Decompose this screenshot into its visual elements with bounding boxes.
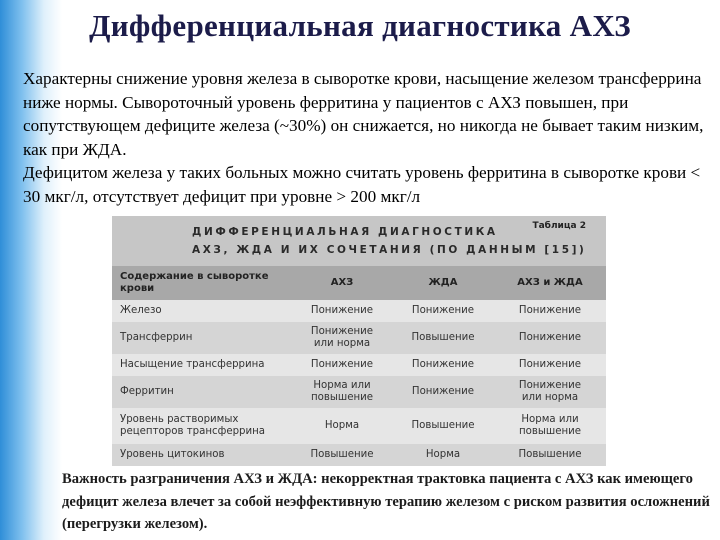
cell-zhda: Понижение <box>411 359 475 370</box>
cell-ahz: Повышение <box>310 449 374 460</box>
table-caption: Таблица 2 <box>532 221 586 231</box>
slide-title: Дифференциальная диагностика АХЗ <box>89 8 631 43</box>
cell-ahz-zhda: Понижение <box>518 332 582 343</box>
row-label: Железо <box>120 305 162 316</box>
cell-zhda: Норма <box>425 449 461 460</box>
body-text <box>23 67 713 208</box>
cell-ahz: Норма <box>324 420 360 431</box>
table-title-line-2: АХЗ, ЖДА И ИХ СОЧЕТАНИЯ (ПО ДАННЫМ [15]) <box>192 244 587 256</box>
table-row <box>112 354 606 376</box>
row-label: Трансферрин <box>120 332 193 343</box>
cell-ahz-zhda: Повышение <box>518 449 582 460</box>
table-header <box>112 216 606 266</box>
table-row <box>112 322 606 354</box>
row-label: Ферритин <box>120 386 174 397</box>
cell-zhda: Понижение <box>411 386 475 397</box>
cell-ahz-zhda: Норма или повышение <box>518 414 582 437</box>
cell-ahz-zhda: Понижение или норма <box>518 380 582 403</box>
cell-ahz: Понижение <box>310 359 374 370</box>
table-row <box>112 376 606 408</box>
table-row <box>112 444 606 466</box>
column-header-zhda: ЖДА <box>428 277 458 288</box>
table-column-headers <box>112 266 606 300</box>
row-label: Уровень цитокинов <box>120 449 225 460</box>
table-title-line-1: ДИФФЕРЕНЦИАЛЬНАЯ ДИАГНОСТИКА <box>192 226 498 238</box>
paragraph-1: Характерны снижение уровня железа в сыворотке крови, насыщение железом трансферрина ниже нормы. Сывороточный уровень ферритина у пациентов с АХЗ повышен, при сопутствующем дефиците железа (~30%) он снижается, но никогда не бывает таким низким, как при ЖДА. <box>23 69 704 159</box>
cell-ahz-zhda: Понижение <box>518 305 582 316</box>
cell-zhda: Повышение <box>411 332 475 343</box>
cell-ahz: Понижение или норма <box>310 326 374 349</box>
table-body <box>112 300 606 466</box>
column-header-ahz: АХЗ <box>330 277 354 288</box>
cell-ahz: Норма или повышение <box>310 380 374 403</box>
column-header-ahz-zhda: АХЗ и ЖДА <box>517 277 583 288</box>
comparison-table <box>112 216 606 466</box>
cell-ahz: Понижение <box>310 305 374 316</box>
table-row <box>112 300 606 322</box>
cell-zhda: Повышение <box>411 420 475 431</box>
paragraph-2: Дефицитом железа у таких больных можно считать уровень ферритина в сыворотке крови < 30 мкг/л, отсутствует дефицит при уровне > 200 мкг/л <box>23 163 701 206</box>
row-label: Насыщение трансферрина <box>120 359 265 370</box>
cell-ahz-zhda: Понижение <box>518 359 582 370</box>
column-header-content: Содержание в сыворотке крови <box>120 271 269 294</box>
cell-zhda: Понижение <box>411 305 475 316</box>
table-row <box>112 408 606 444</box>
row-label: Уровень растворимых рецепторов трансферрина <box>120 414 266 437</box>
importance-note: Важность разграничения АХЗ и ЖДА: некорректная трактовка пациента с АХЗ как имеющего дефицит железа влечет за собой неэффективную терапию железом с риском развития осложнений (перегрузки железом). <box>62 471 710 532</box>
